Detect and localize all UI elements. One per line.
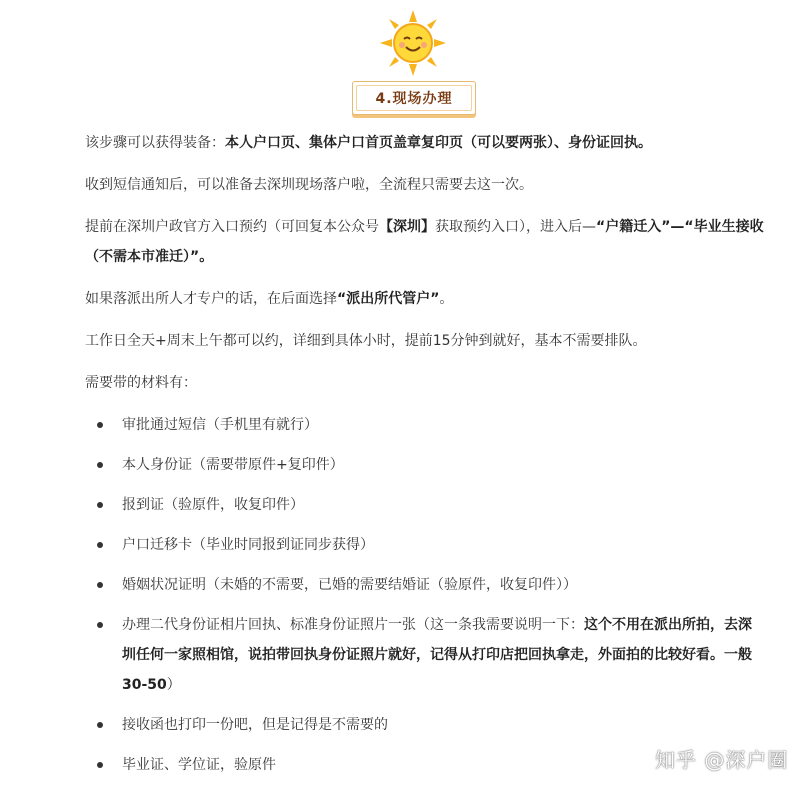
watermark: 知乎 @深户圈	[655, 748, 789, 772]
bold-text: 本人户口页、集体户口首页盖章复印页（可以要两张）、身份证回执。	[225, 135, 652, 151]
bullet-icon	[97, 622, 103, 628]
bold-text: “户籍迁入”—“毕业生接收（不需本市准迁）”。	[85, 219, 764, 265]
smiling-sun-icon	[378, 8, 448, 78]
text: 获取预约入口），进入后—	[435, 219, 596, 235]
text: 提前在深圳户政官方入口预约（可回复本公众号	[85, 219, 379, 235]
list-item	[85, 450, 765, 480]
paragraph-police-account	[85, 284, 765, 314]
section-title-badge	[352, 81, 476, 115]
list-item	[85, 710, 765, 740]
list-item	[85, 410, 765, 440]
bold-text: 这个不用在派出所拍，去深圳任何一家照相馆，说拍带回执身份证照片就好，记得从打印店把回执拿走，外面拍的比较好看。一般30-50	[122, 617, 752, 693]
list-item-text: 接收函也打印一份吧，但是记得是不需要的	[122, 717, 388, 733]
paragraph-appointment	[85, 212, 765, 272]
text: 如果落派出所人才专户的话，在后面选择	[85, 291, 337, 307]
article-body	[85, 128, 765, 790]
list-item	[85, 610, 765, 700]
bullet-icon	[97, 462, 103, 468]
text: 。	[439, 291, 454, 307]
list-item	[85, 570, 765, 600]
bullet-icon	[97, 722, 103, 728]
materials-list	[85, 410, 765, 780]
list-item-text: 本人身份证（需要带原件+复印件）	[122, 457, 344, 473]
list-item-text: 户口迁移卡（毕业时同报到证同步获得）	[122, 537, 374, 553]
list-item-text: 办理二代身份证相片回执、标准身份证照片一张（这一条我需要说明一下：	[122, 617, 584, 633]
list-item-text: 婚姻状况证明（未婚的不需要，已婚的需要结婚证（验原件，收复印件））	[122, 577, 577, 593]
paragraph-sms-notice: 收到短信通知后，可以准备去深圳现场落户啦，全流程只需要去这一次。	[85, 177, 533, 193]
bullet-icon	[97, 542, 103, 548]
paragraph-materials-heading: 需要带的材料有：	[85, 375, 197, 391]
list-item-text: 审批通过短信（手机里有就行）	[122, 417, 318, 433]
bullet-icon	[97, 502, 103, 508]
list-item-text: 报到证（验原件，收复印件）	[122, 497, 304, 513]
bullet-icon	[97, 582, 103, 588]
text: 该步骤可以获得装备：	[85, 135, 225, 151]
list-item	[85, 490, 765, 520]
bold-keyword: 【深圳】	[379, 219, 435, 235]
bold-text: “派出所代管户”	[337, 291, 440, 307]
list-item-text: 毕业证、学位证，验原件	[122, 757, 276, 773]
list-item-text: ）	[166, 677, 181, 693]
bullet-icon	[97, 422, 103, 428]
bullet-icon	[97, 762, 103, 768]
paragraph-equipment	[85, 128, 765, 158]
list-item	[85, 530, 765, 560]
section-title: 4.现场办理	[375, 91, 453, 107]
paragraph-schedule: 工作日全天+周末上午都可以约，详细到具体小时，提前15分钟到就好，基本不需要排队。	[85, 333, 647, 349]
